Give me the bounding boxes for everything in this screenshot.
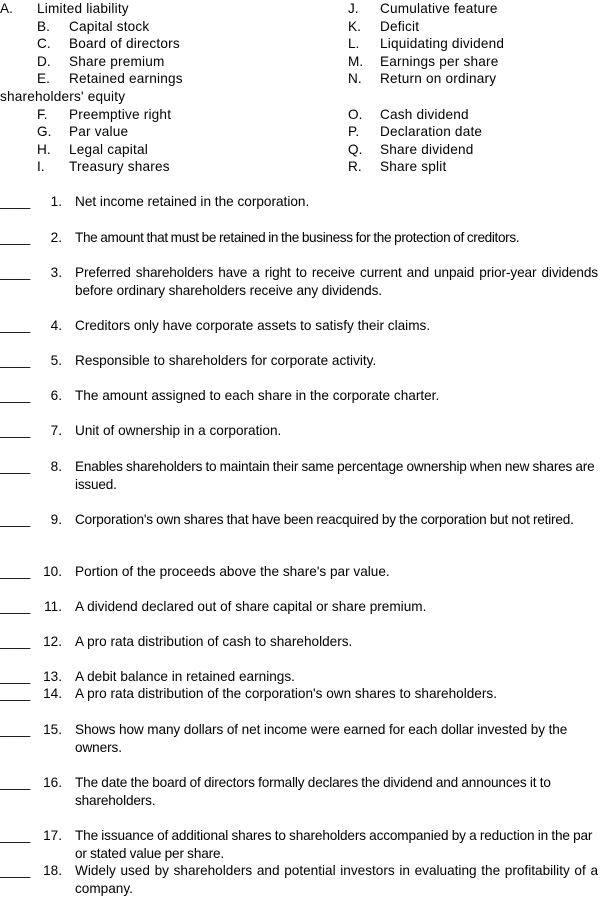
answer-blank-14[interactable]: ____ [0, 686, 31, 701]
question-number-5: 5. [50, 353, 62, 368]
term-letter-h: H. [37, 141, 51, 157]
question-number-9: 9. [50, 512, 62, 527]
term-n: Return on ordinary [380, 71, 497, 87]
question-number-10: 10. [43, 564, 62, 579]
answer-blank-2[interactable]: ____ [0, 230, 31, 245]
term-letter-i: I. [37, 159, 45, 175]
term-l: Liquidating dividend [380, 36, 505, 52]
question-number-3: 3. [50, 265, 62, 280]
question-number-13: 13. [43, 669, 62, 684]
question-text-1: Net income retained in the corporation. [75, 194, 310, 209]
term-e: Retained earnings [69, 71, 183, 87]
question-text-5: Responsible to shareholders for corporate activity. [75, 353, 377, 368]
question-text-14: A pro rata distribution of the corporation's own shares to shareholders. [75, 686, 497, 701]
question-text-3: Preferred shareholders have a right to receive current and unpaid prior-year dividends before ordinary shareholders receive any dividends. [75, 265, 598, 298]
answer-blank-11[interactable]: ____ [0, 599, 31, 614]
answer-blank-18[interactable]: ____ [0, 863, 31, 878]
question-number-1: 1. [50, 194, 62, 209]
question-text-11: A dividend declared out of share capital or share premium. [75, 599, 427, 614]
term-q: Share dividend [380, 141, 474, 157]
term-letter-b: B. [37, 18, 50, 34]
answer-blank-13[interactable]: ____ [0, 669, 31, 684]
question-text-7: Unit of ownership in a corporation. [75, 423, 282, 438]
question-number-4: 4. [50, 318, 62, 333]
answer-blank-4[interactable]: ____ [0, 318, 31, 333]
answer-blank-10[interactable]: ____ [0, 564, 31, 579]
question-text-18: Widely used by shareholders and potential investors in evaluating the profitability of a company. [75, 863, 598, 896]
term-letter-e: E. [37, 71, 50, 87]
question-number-12: 12. [43, 634, 62, 649]
term-h: Legal capital [69, 141, 148, 157]
term-letter-o: O. [348, 106, 363, 122]
question-number-8: 8. [50, 459, 62, 474]
term-r: Share split [380, 159, 447, 175]
term-letter-a: A. [0, 1, 13, 16]
term-j: Cumulative feature [380, 1, 498, 16]
question-text-13: A debit balance in retained earnings. [75, 669, 295, 684]
answer-blank-3[interactable]: ____ [0, 265, 31, 280]
answer-blank-6[interactable]: ____ [0, 388, 31, 403]
question-text-8: Enables shareholders to maintain their same percentage ownership when new shares are issued. [75, 459, 595, 492]
answer-blank-7[interactable]: ____ [0, 423, 31, 438]
term-letter-m: M. [348, 53, 364, 69]
question-number-2: 2. [50, 230, 62, 245]
term-letter-r: R. [348, 159, 362, 175]
term-o: Cash dividend [380, 106, 469, 122]
question-text-12: A pro rata distribution of cash to shareholders. [75, 634, 353, 649]
term-k: Deficit [380, 18, 420, 34]
answer-blank-12[interactable]: ____ [0, 634, 31, 649]
question-text-4: Creditors only have corporate assets to satisfy their claims. [75, 318, 431, 333]
question-text-2: The amount that must be retained in the business for the protection of creditors. [75, 230, 520, 245]
term-letter-n: N. [348, 71, 362, 87]
question-number-11: 11. [44, 599, 62, 614]
answer-blank-15[interactable]: ____ [0, 722, 31, 737]
term-letter-q: Q. [348, 141, 363, 157]
question-number-7: 7. [50, 423, 62, 438]
answer-blank-9[interactable]: ____ [0, 512, 31, 527]
question-text-16: The date the board of directors formally declares the dividend and announces it to shareholders. [75, 775, 551, 808]
term-a: Limited liability [37, 1, 129, 16]
term-letter-g: G. [37, 124, 52, 140]
term-letter-k: K. [348, 18, 361, 34]
question-number-14: 14. [43, 686, 62, 701]
term-c: Board of directors [69, 36, 180, 52]
question-text-10: Portion of the proceeds above the share's par value. [75, 564, 390, 579]
answer-blank-17[interactable]: ____ [0, 828, 31, 843]
term-letter-f: F. [37, 106, 48, 122]
term-letter-c: C. [37, 36, 51, 52]
term-letter-j: J. [348, 1, 359, 16]
question-text-6: The amount assigned to each share in the corporate charter. [75, 388, 440, 403]
question-number-15: 15. [43, 722, 62, 737]
term-letter-d: D. [37, 53, 51, 69]
question-text-15: Shows how many dollars of net income were earned for each dollar invested by the owners. [75, 722, 568, 755]
answer-blank-1[interactable]: ____ [0, 194, 31, 209]
term-f: Preemptive right [69, 106, 172, 122]
term-i: Treasury shares [69, 159, 170, 175]
term-g: Par value [69, 124, 129, 140]
term-letter-l: L. [348, 36, 360, 52]
term-letter-p: P. [348, 124, 360, 140]
term-p: Declaration date [380, 124, 483, 140]
question-number-16: 16. [43, 775, 62, 790]
term-n-continued: shareholders' equity [0, 89, 126, 104]
answer-blank-16[interactable]: ____ [0, 775, 31, 790]
term-d: Share premium [69, 53, 165, 69]
question-text-9: Corporation's own shares that have been reacquired by the corporation but not retired. [75, 512, 574, 527]
question-number-18: 18. [43, 863, 62, 878]
question-number-17: 17. [43, 828, 62, 843]
term-b: Capital stock [69, 18, 150, 34]
answer-blank-5[interactable]: ____ [0, 353, 31, 368]
term-m: Earnings per share [380, 53, 499, 69]
question-number-6: 6. [50, 388, 62, 403]
answer-blank-8[interactable]: ____ [0, 459, 31, 474]
question-text-17: The issuance of additional shares to shareholders accompanied by a reduction in the par or stated value per share. [75, 828, 593, 861]
